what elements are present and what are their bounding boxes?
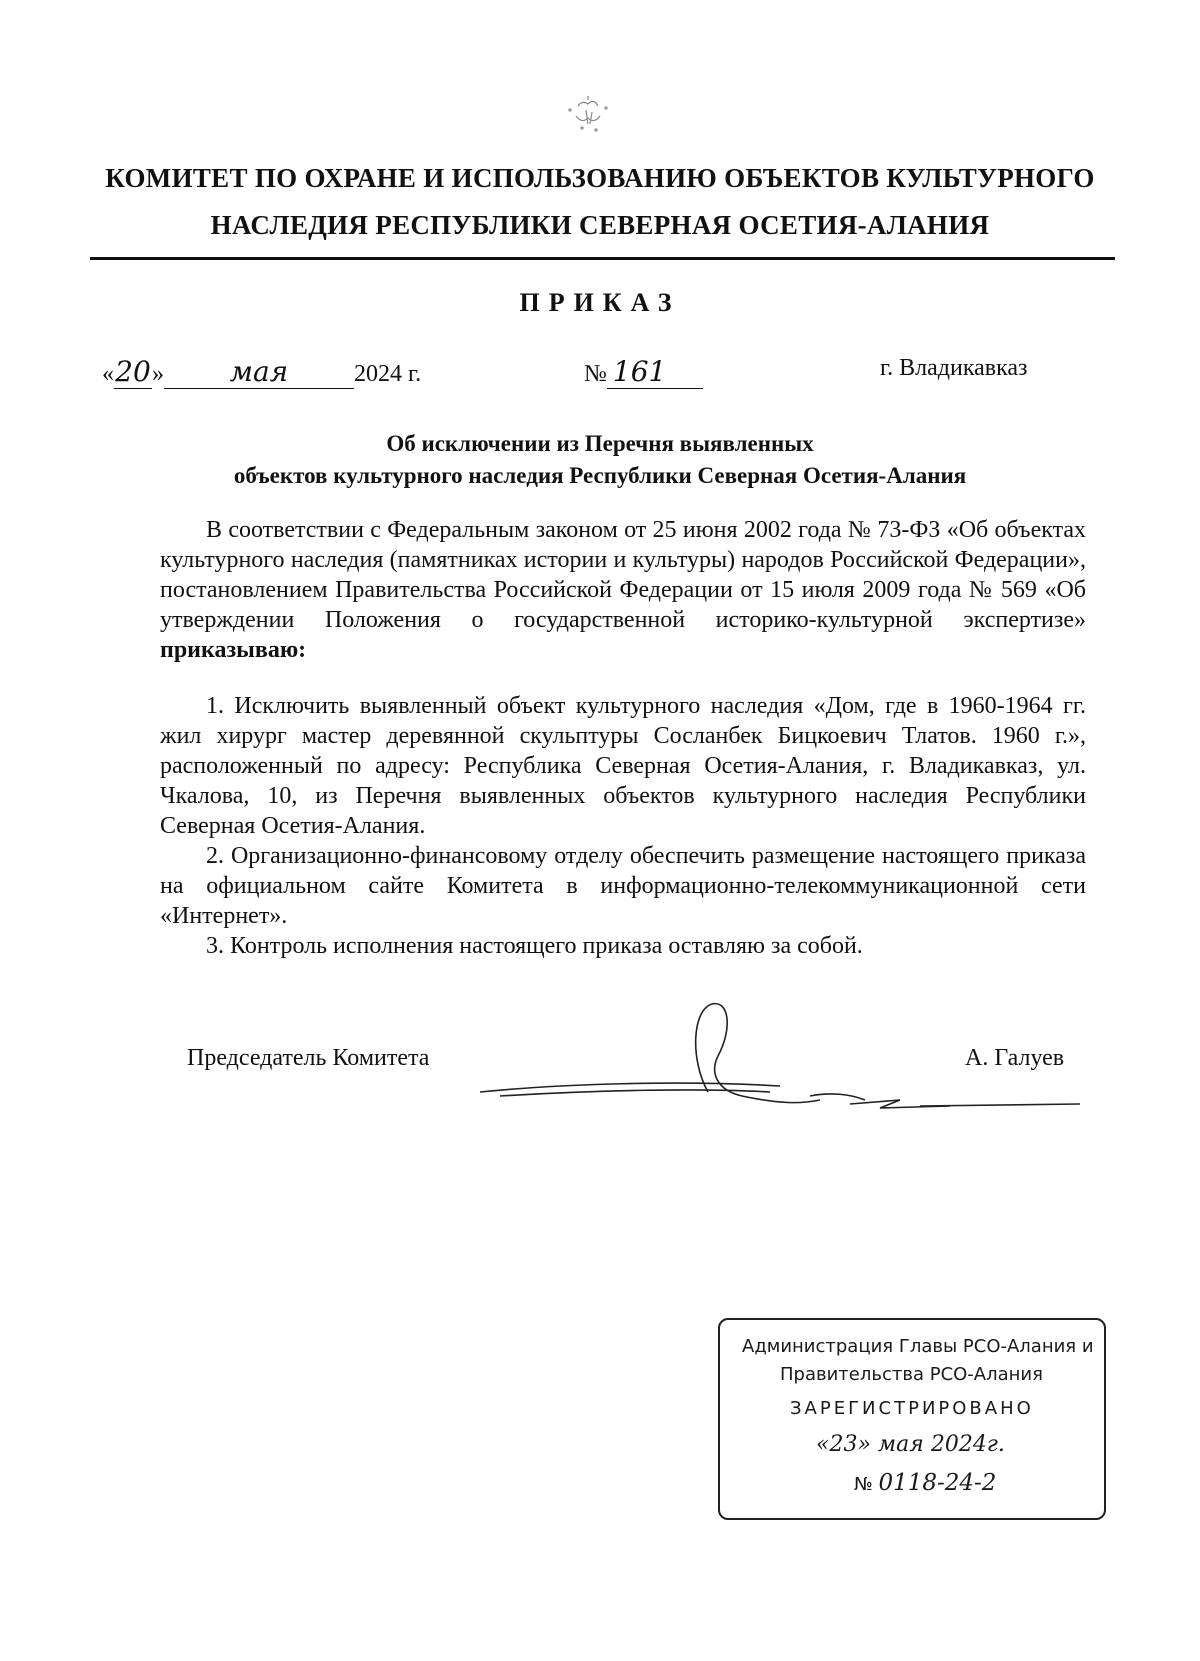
stamp-registered: ЗАРЕГИСТРИРОВАНО xyxy=(790,1398,1034,1419)
number-sign: № xyxy=(584,361,607,387)
stamp-number-value: 0118-24-2 xyxy=(878,1470,997,1496)
stamp-number xyxy=(854,1470,996,1496)
stamp-date: «23» мая 2024г. xyxy=(816,1432,1005,1457)
item-2: 2. Организационно-финансовому отделу обеспечить размещение настоящего приказа на официальном сайте Комитета в информационно-телекоммуникационной сети «Интернет». xyxy=(160,843,1086,929)
order-year: 2024 г. xyxy=(354,361,422,387)
order-city: г. Владикавказ xyxy=(880,355,1028,381)
preamble-text: В соответствии с Федеральным законом от 25 июня 2002 года № 73-ФЗ «Об объектах культурного наследия (памятниках истории и культуры) народов Российской Федерации», постановлением Правительства Российской Федерации от 15 июля 2009 года № 569 «Об утверждении Положения о государственной историко-культурной экспертизе» xyxy=(160,517,1086,633)
emblem-mark xyxy=(548,92,628,140)
order-day: 20 xyxy=(115,355,151,388)
order-date xyxy=(102,355,462,389)
org-title-line1: КОМИТЕТ ПО ОХРАНЕ И ИСПОЛЬЗОВАНИЮ ОБЪЕКТОВ КУЛЬТУРНОГО xyxy=(105,163,1095,193)
order-body xyxy=(160,515,1086,961)
registration-stamp xyxy=(718,1318,1106,1520)
stamp-line2: Правительства РСО-Алания xyxy=(780,1364,1043,1385)
order-number-value: 161 xyxy=(607,355,703,389)
order-verb: приказываю: xyxy=(160,637,307,663)
org-title-line2: НАСЛЕДИЯ РЕСПУБЛИКИ СЕВЕРНАЯ ОСЕТИЯ-АЛАНИЯ xyxy=(210,210,990,240)
quote-close: » xyxy=(152,361,164,387)
signatory-name: А. Галуев xyxy=(965,1045,1065,1071)
subject-line2: объектов культурного наследия Республики Северная Осетия-Алания xyxy=(233,463,967,488)
subject-line1: Об исключении из Перечня выявленных xyxy=(386,431,814,456)
quote-open: « xyxy=(102,361,114,387)
order-number xyxy=(584,355,724,389)
item-3: 3. Контроль исполнения настоящего приказа оставляю за собой. xyxy=(206,933,863,959)
order-month: мая xyxy=(164,355,354,389)
signatory-position: Председатель Комитета xyxy=(187,1045,430,1071)
item-1: 1. Исключить выявленный объект культурного наследия «Дом, где в 1960-1964 гг. жил хирург мастер деревянной скульптуры Сосланбек Бицкоевич Тлатов. 1960 г.», расположенный по адресу: Республика Северная Осетия-Алания, г. Владикавказ, ул. Чкалова, 10, из Перечня выявленных объектов культурного наследия Республики Северная Осетия-Алания. xyxy=(160,693,1086,839)
document-type: ПРИКАЗ xyxy=(519,288,681,317)
preamble-paragraph xyxy=(160,515,1086,665)
header-divider xyxy=(90,257,1115,260)
stamp-number-sign: № xyxy=(854,1474,873,1495)
stamp-line1: Администрация Главы РСО-Алания и xyxy=(742,1336,1094,1357)
